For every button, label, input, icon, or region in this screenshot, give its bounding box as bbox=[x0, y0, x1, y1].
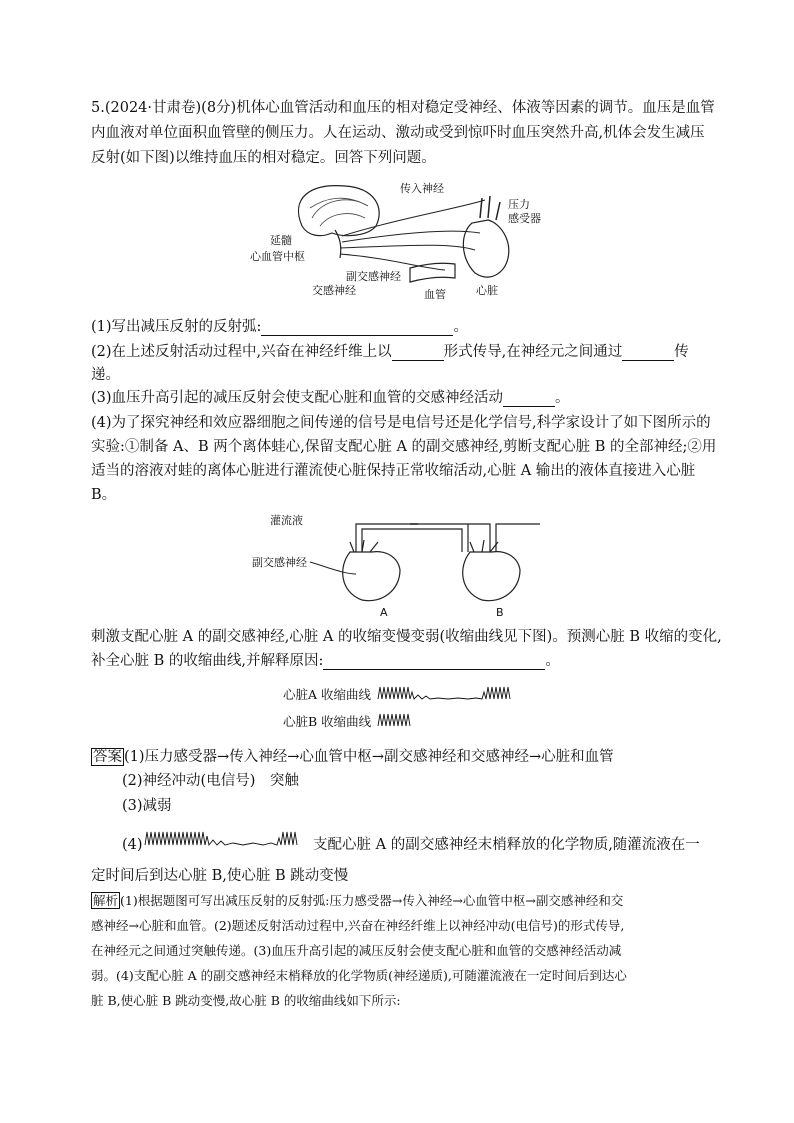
analysis-line-2: 感神经→心脏和血管。(2)题述反射活动过程中,兴奋在神经纤维上以神经冲动(电信号)的形式传导, bbox=[91, 918, 625, 933]
fig1-afferent-label: 传入神经 bbox=[400, 182, 444, 195]
answer-line-4-label: (4) bbox=[122, 837, 143, 853]
fig1-sympathetic-label: 交感神经 bbox=[312, 284, 356, 297]
curve-a bbox=[378, 684, 513, 704]
fig2-label-b: B bbox=[496, 606, 504, 619]
question-line-1: 5.(2024·甘肃卷)(8分)机体心血管活动和血压的相对稳定受神经、体液等因素的调节。血压是血管 bbox=[91, 100, 715, 116]
analysis-line-5: 脏 B,使心脏 B 跳动变慢,故心脏 B 的收缩曲线如下所示: bbox=[91, 993, 401, 1008]
after-figure-line-1: 刺激支配心脏 A 的副交感神经,心脏 A 的收缩变慢变弱(收缩曲线见下图)。预测心脏 B 收缩的变化, bbox=[91, 629, 722, 645]
analysis-line-4: 弱。(4)支配心脏 A 的副交感神经末梢释放的化学物质(神经递质),可随灌流液在一定时间后到达心 bbox=[91, 968, 627, 983]
part-2-cont: 递。 bbox=[91, 367, 120, 383]
curve-a-label: 心脏A 收缩曲线 bbox=[283, 687, 372, 702]
analysis-tag: 解析 bbox=[93, 893, 119, 908]
fig1-pressure-label-2: 感受器 bbox=[508, 212, 541, 225]
answer-curve-b bbox=[145, 828, 300, 850]
baroreflex-figure bbox=[250, 178, 550, 303]
fig1-medulla-label-2: 心血管中枢 bbox=[250, 250, 305, 263]
perfusion-figure bbox=[250, 512, 550, 620]
part-4-line-2: 实验:①制备 A、B 两个离体蛙心,保留支配心脏 A 的副交感神经,剪断支配心脏 B 的全部神经;②用 bbox=[91, 439, 717, 455]
part-4-line-4: B。 bbox=[91, 487, 117, 503]
answer-line-1: 答案 (1)压力感受器→传入神经→心血管中枢→副交感神经和交感神经→心脏和血管 bbox=[93, 749, 614, 765]
part-1: (1)写出减压反射的反射弧: 。 bbox=[91, 319, 468, 335]
fig2-nerve-label: 副交感神经 bbox=[252, 556, 307, 569]
fig1-vessel-label: 血管 bbox=[424, 288, 446, 301]
fig2-perfusate-label: 灌流液 bbox=[270, 514, 303, 527]
fig1-pressure-label-1: 压力 bbox=[508, 198, 530, 211]
question-line-2: 内血液对单位面积血管壁的侧压力。人在运动、激动或受到惊吓时血压突然升高,机体会发生减压 bbox=[91, 125, 705, 141]
analysis-line-3: 在神经元之间通过突触传递。(3)血压升高引起的减压反射会使支配心脏和血管的交感神经活动减 bbox=[91, 943, 622, 958]
curve-b-label: 心脏B 收缩曲线 bbox=[283, 714, 372, 729]
part-3: (3)血压升高引起的减压反射会使支配心脏和血管的交感神经活动 。 bbox=[91, 390, 570, 406]
answer-line-3: (3)减弱 bbox=[122, 798, 172, 814]
fig1-parasympathetic-label: 副交感神经 bbox=[346, 270, 401, 283]
fig1-heart-label: 心脏 bbox=[476, 284, 498, 297]
part-4-line-1: (4)为了探究神经和效应器细胞之间传递的信号是电信号还是化学信号,科学家设计了如下图所示的 bbox=[91, 415, 711, 431]
fig2-label-a: A bbox=[380, 606, 388, 619]
question-line-3: 反射(如下图)以维持血压的相对稳定。回答下列问题。 bbox=[91, 150, 436, 166]
answer-line-4-text: 支配心脏 A 的副交感神经末梢释放的化学物质,随灌流液在一 bbox=[313, 837, 700, 853]
answer-tag: 答案 bbox=[93, 749, 122, 765]
after-figure-line-2: 补全心脏 B 的收缩曲线,并解释原因: 。 bbox=[91, 653, 560, 669]
fig1-medulla-label-1: 延髓 bbox=[270, 234, 292, 247]
part-2: (2)在上述反射活动过程中,兴奋在神经纤维上以 形式传导,在神经元之间通过 传 bbox=[91, 344, 689, 360]
answer-line-5: 定时间后到达心脏 B,使心脏 B 跳动变慢 bbox=[91, 868, 349, 884]
analysis-line-1: 解析 (1)根据题图可写出减压反射的反射弧:压力感受器→传入神经→心血管中枢→副交感神经和交 bbox=[93, 893, 624, 908]
part-4-line-3: 适当的溶液对蛙的离体心脏进行灌流使心脏保持正常收缩活动,心脏 A 输出的液体直接进入心脏 bbox=[91, 463, 696, 479]
answer-line-2: (2)神经冲动(电信号) 突触 bbox=[122, 773, 299, 789]
curve-b bbox=[378, 711, 412, 731]
